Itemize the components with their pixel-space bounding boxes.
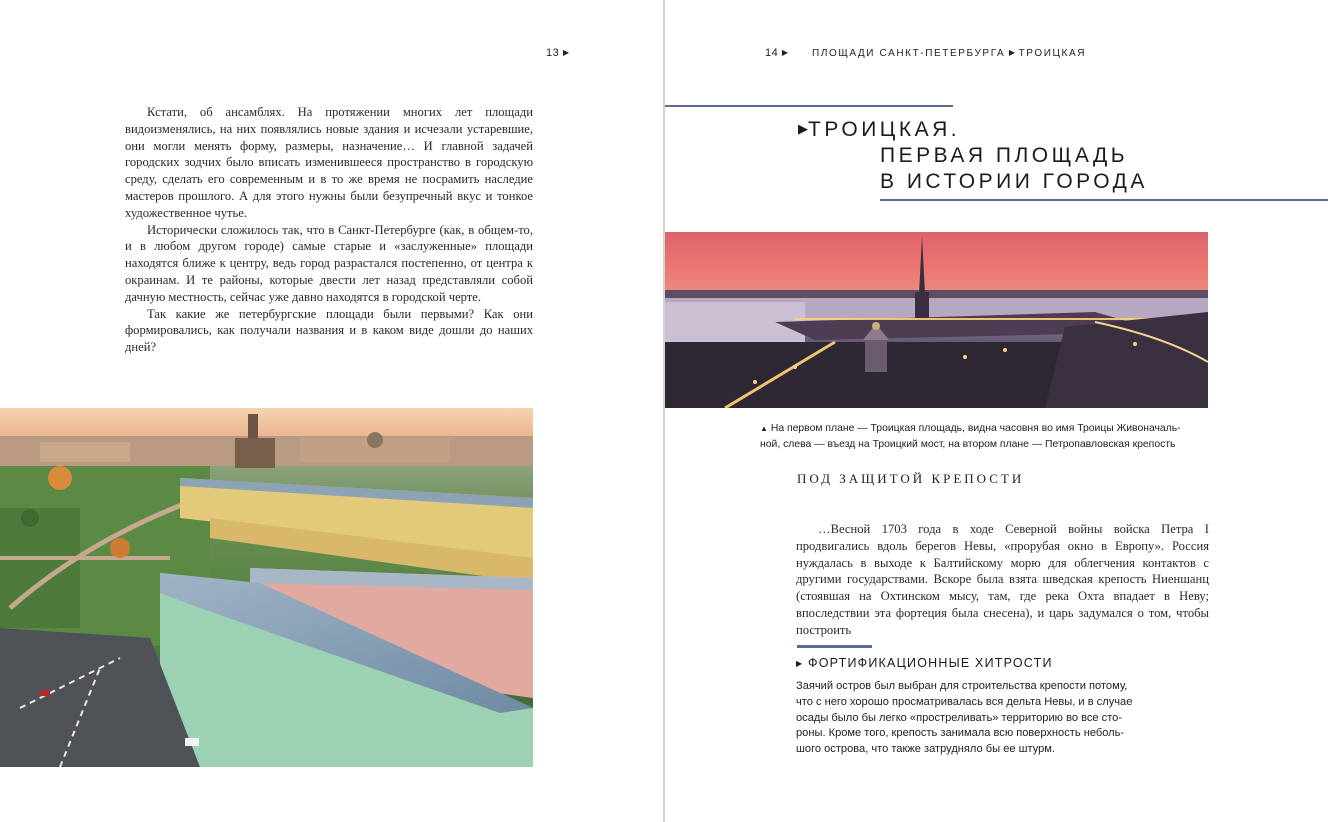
page-number-value: 13 (546, 47, 560, 59)
sidebar-line: шого острова, что также затрудняло бы ее штурм. (796, 743, 1056, 756)
chapter-title-line-2: ПЕРВАЯ ПЛОЩАДЬ (880, 144, 1129, 167)
photo-caption: ▲ На первом плане — Троицкая площадь, видна часовня во имя Троицы Живоначаль- ной, слева — въезд на Троицкий мост, на втором плане — Петропавловская крепость (760, 423, 1181, 450)
fortress-text-block (796, 521, 1209, 639)
sidebar-line: роны. Кроме того, крепость занимала всю поверхность неболь- (796, 727, 1125, 740)
triangle-right-icon: ▶ (796, 659, 804, 668)
chapter-title-line-3: В ИСТОРИИ ГОРОДА (880, 170, 1148, 193)
intro-paragraph-2: Исторически сложилось так, что в Санкт-Петербурге (как, в общем-то, и в любом другом городе) самые старые и «заслуженные» площади находятся ближе к центру, ведь город разрастался постепенно, от центра к окраинам. И те районы, которые двести лет назад представляли собой дачную местность, сейчас уже давно находятся в городской черте. (125, 222, 533, 304)
triangle-right-icon: ▶ (1008, 48, 1016, 57)
running-head-section: ТРОИЦКАЯ (1018, 48, 1087, 59)
sidebar-line: осады было бы легко «простреливать» территорию во все сто- (796, 711, 1123, 724)
running-head-title: ПЛОЩАДИ САНКТ-ПЕТЕРБУРГА (812, 48, 1006, 59)
triangle-up-icon: ▲ (760, 424, 768, 433)
sidebar-rule (797, 645, 872, 648)
chapter-title-line-1: ▶ТРОИЦКАЯ. (798, 118, 961, 141)
right-page (665, 0, 1328, 822)
sunset-fortress-photo (665, 232, 1208, 408)
intro-text-block (125, 104, 533, 356)
intro-paragraph-1: Кстати, об ансамблях. На протяжении многих лет площади видоизменялись, на них появлялись новые здания и исчезали устаревшие, они могли менять форму, размеры, назначение… И главной задачей городских зодчих было вписать изменившееся пространство в городскую среду, сделать его современным и в то же время не посрамить наследие мастеров прошлого. А для этого нужны были безупречный вкус и тонкое художественное чутье. (125, 105, 533, 220)
aerial-city-illustration (0, 408, 533, 767)
running-header (765, 47, 1086, 59)
left-page (0, 0, 663, 822)
title-bottom-rule (880, 199, 1328, 201)
title-top-rule (665, 105, 953, 107)
triangle-right-icon: ▶ (562, 48, 570, 57)
intro-paragraph-3: Так какие же петербургские площади были первыми? Как они формировались, как получали названия и в каком виде дошли до наших дней? (125, 306, 533, 355)
sidebar-line: что с него хорошо просматривалась вся дельта Невы, и в случае (796, 695, 1133, 708)
aerial-city-photo (0, 408, 533, 767)
page-number-right: 14 (765, 47, 779, 59)
fortress-paragraph: …Весной 1703 года в ходе Северной войны войска Петра I продвигались вдоль берегов Невы, «прорубая окно в Европу». Россия нуждалась в выходе к Балтийскому морю для облегчения контактов с другими государствами. Вскоре была взята шведская крепость Ниеншанц (стоявшая на Охтинском мысу, там, где река Охта впадает в Неву; впоследствии эта фортеция была снесена), и царь задумался о том, чтобы построить (796, 522, 1209, 637)
section-subheading: ПОД ЗАЩИТОЙ КРЕПОСТИ (797, 471, 1025, 486)
page-number-left (546, 47, 569, 59)
sidebar-heading: ▶ ФОРТИФИКАЦИОННЫЕ ХИТРОСТИ (796, 656, 1053, 670)
triangle-right-icon: ▶ (798, 121, 808, 136)
sidebar-line: Заячий остров был выбран для строительства крепости потому, (796, 680, 1128, 692)
sunset-fortress-illustration (665, 232, 1208, 408)
triangle-right-icon: ▶ (781, 48, 789, 57)
sidebar-text (796, 679, 1156, 758)
